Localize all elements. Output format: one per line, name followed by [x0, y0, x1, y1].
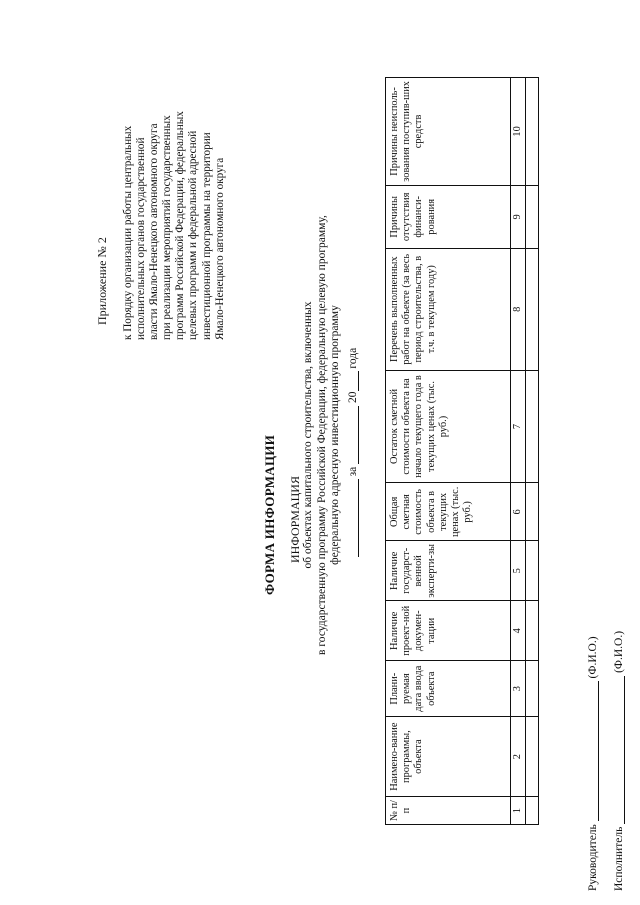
table-header-row: [386, 78, 511, 825]
appendix-line: власти Ямало-Ненецкого автономного округа: [148, 123, 161, 340]
head-fio: (Ф.И.О.): [587, 636, 599, 679]
column-number: 6: [511, 483, 526, 541]
head-label: Руководитель: [587, 824, 599, 891]
head-signature: [586, 636, 599, 891]
column-number: 2: [511, 717, 526, 797]
executor-signature: [612, 631, 625, 891]
table-header-cell: Общая сметная стоимость объекта в текущих ценах (тыс. руб.): [386, 483, 511, 541]
table-cell: [526, 661, 539, 717]
table-header-cell: Причины неисполь-зования поступив-ших средств: [386, 78, 511, 186]
table-cell: [526, 483, 539, 541]
column-number: 10: [511, 78, 526, 186]
table-header-cell: Наличие проект-ной докумен-тации: [386, 601, 511, 661]
table-cell: [526, 601, 539, 661]
period-line: [346, 0, 359, 905]
table-cell: [526, 185, 539, 248]
table-cell: [526, 541, 539, 601]
signature-blank: [612, 676, 625, 824]
period-year-blank: [346, 371, 359, 391]
appendix-title: Приложение № 2: [95, 237, 109, 325]
column-number: 9: [511, 185, 526, 248]
appendix-body: [122, 40, 227, 340]
table-empty-row: [526, 78, 539, 825]
period-year: 20: [347, 391, 359, 403]
table-cell: [526, 248, 539, 370]
table-cell: [526, 717, 539, 797]
appendix-line: к Порядку организации работы центральных: [122, 125, 134, 340]
info-title: ИНФОРМАЦИЯ: [288, 476, 302, 563]
table-header-cell: № п/п: [386, 797, 511, 825]
info-subtitle: [302, 105, 343, 765]
info-line: об объектах капитального строительства, включенных: [302, 301, 314, 569]
table-header-cell: Плани-руемая дата ввода объекта: [386, 661, 511, 717]
period-suffix: года: [347, 347, 359, 369]
executor-label: Исполнитель: [613, 826, 625, 891]
appendix-line: при реализации мероприятий государственных: [161, 115, 174, 340]
table-cell: [526, 78, 539, 186]
table-header-cell: Наимено-вание программы, объекта: [386, 717, 511, 797]
period-prefix: за: [347, 466, 359, 477]
column-number: 8: [511, 248, 526, 370]
period-blank: [346, 406, 359, 464]
info-line: федеральную адресную инвестиционную программу: [329, 305, 341, 565]
table-header-cell: Наличие государст-венной эксперти-зы: [386, 541, 511, 601]
appendix-line: Ямало-Ненецкого автономного округа: [213, 157, 226, 340]
objects-table: [385, 77, 539, 825]
table-header-cell: Перечень выполненных работ на объекте (за весь период строительства, в т.ч. в текущем году): [386, 248, 511, 370]
signature-blank: [586, 681, 599, 821]
column-number: 7: [511, 370, 526, 483]
table-header-cell: Остаток сметной стоимости объекта на начало текущего года в текущих ценах (тыс. руб.): [386, 370, 511, 483]
column-number: 3: [511, 661, 526, 717]
appendix-line: исполнительных органов государственной: [135, 137, 148, 340]
appendix-line: инвестиционной программы на территории: [200, 132, 213, 340]
column-number: 5: [511, 541, 526, 601]
form-title: ФОРМА ИНФОРМАЦИИ: [262, 434, 277, 595]
column-number: 1: [511, 797, 526, 825]
table-cell: [526, 797, 539, 825]
info-line: в государственную программу Российской Федерации, федеральную целевую программу,: [315, 215, 328, 655]
table-cell: [526, 370, 539, 483]
table-header-cell: Причины отсутствия финанси-рования: [386, 185, 511, 248]
table-number-row: [511, 78, 526, 825]
column-number: 4: [511, 601, 526, 661]
appendix-line: программ Российской Федерации, федеральных: [174, 111, 187, 340]
period-blank: [346, 479, 359, 557]
executor-fio: (Ф.И.О.): [613, 630, 625, 673]
appendix-line: целевых программ и федеральной адресной: [187, 130, 200, 340]
